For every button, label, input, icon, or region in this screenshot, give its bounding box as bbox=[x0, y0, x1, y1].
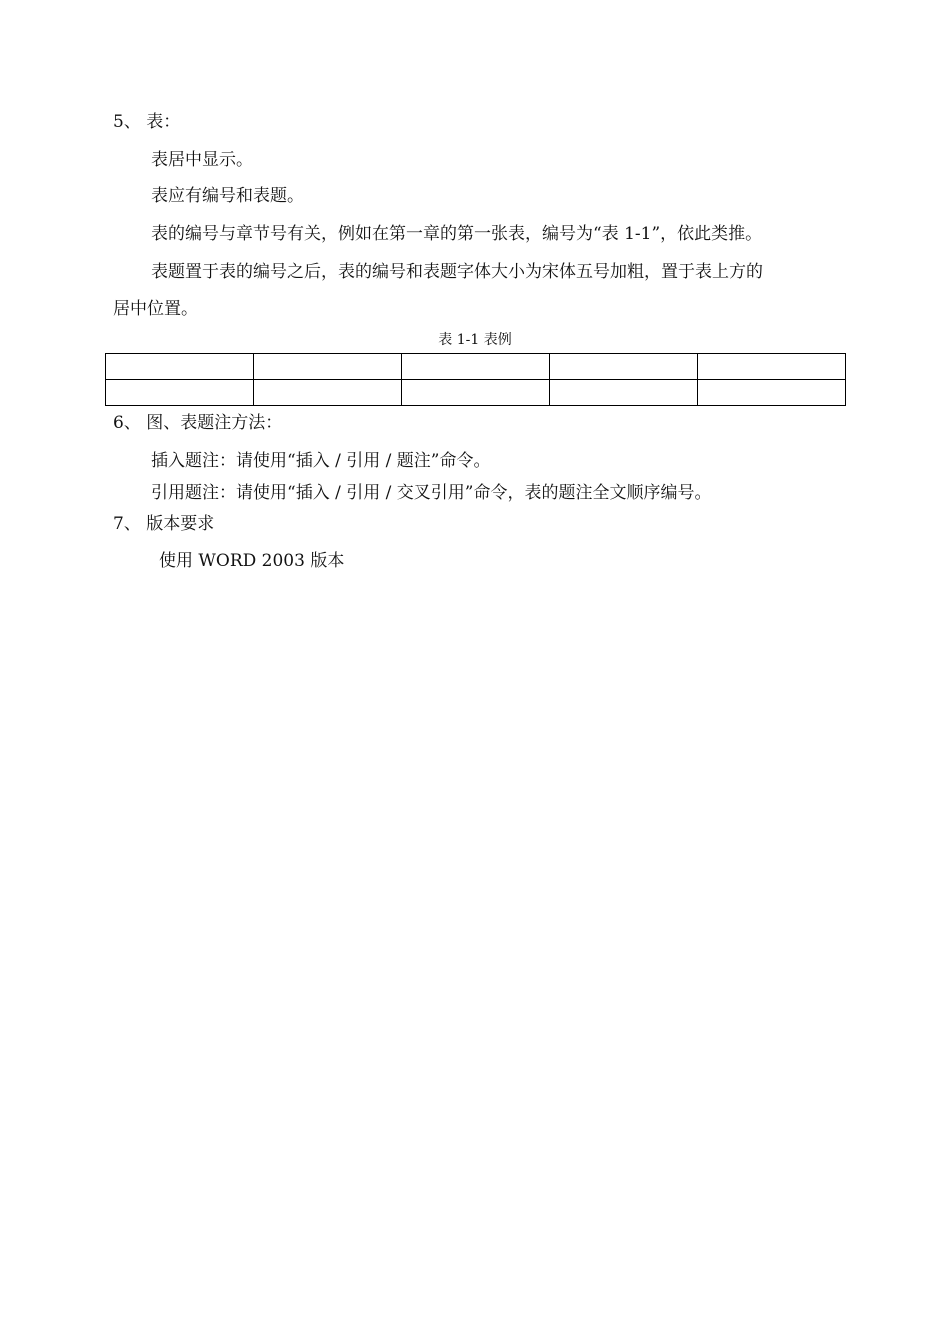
table-caption: 表 1-1 表例 bbox=[438, 332, 512, 348]
table-cell bbox=[402, 380, 550, 406]
example-table bbox=[105, 353, 846, 406]
table-cell bbox=[698, 380, 846, 406]
table-row bbox=[106, 380, 846, 406]
paragraph-caption-format-line2: 居中位置。 bbox=[113, 299, 198, 319]
paragraph-numbering-rule: 表的编号与章节号有关，例如在第一章的第一张表，编号为“表 1-1”，依此类推。 bbox=[151, 224, 763, 244]
paragraph-table-numbering: 表应有编号和表题。 bbox=[151, 186, 304, 206]
section-7-heading: 7、 版本要求 bbox=[113, 514, 215, 534]
section-5-heading: 5、 表： bbox=[113, 112, 181, 132]
table-cell bbox=[254, 380, 402, 406]
paragraph-insert-caption: 插入题注：请使用“插入 / 引用 / 题注”命令。 bbox=[151, 451, 491, 471]
paragraph-reference-caption: 引用题注：请使用“插入 / 引用 / 交叉引用”命令，表的题注全文顺序编号。 bbox=[151, 483, 712, 503]
table-cell bbox=[254, 354, 402, 380]
paragraph-caption-format-line1: 表题置于表的编号之后，表的编号和表题字体大小为宋体五号加粗，置于表上方的 bbox=[151, 262, 763, 282]
paragraph-version-requirement: 使用 WORD 2003 版本 bbox=[159, 551, 345, 571]
paragraph-center-table: 表居中显示。 bbox=[151, 150, 253, 170]
table-cell bbox=[550, 354, 698, 380]
table-cell bbox=[698, 354, 846, 380]
section-6-heading: 6、 图、表题注方法： bbox=[113, 413, 283, 433]
table-row bbox=[106, 354, 846, 380]
table-cell bbox=[106, 380, 254, 406]
table-cell bbox=[550, 380, 698, 406]
table-cell bbox=[402, 354, 550, 380]
table-cell bbox=[106, 354, 254, 380]
